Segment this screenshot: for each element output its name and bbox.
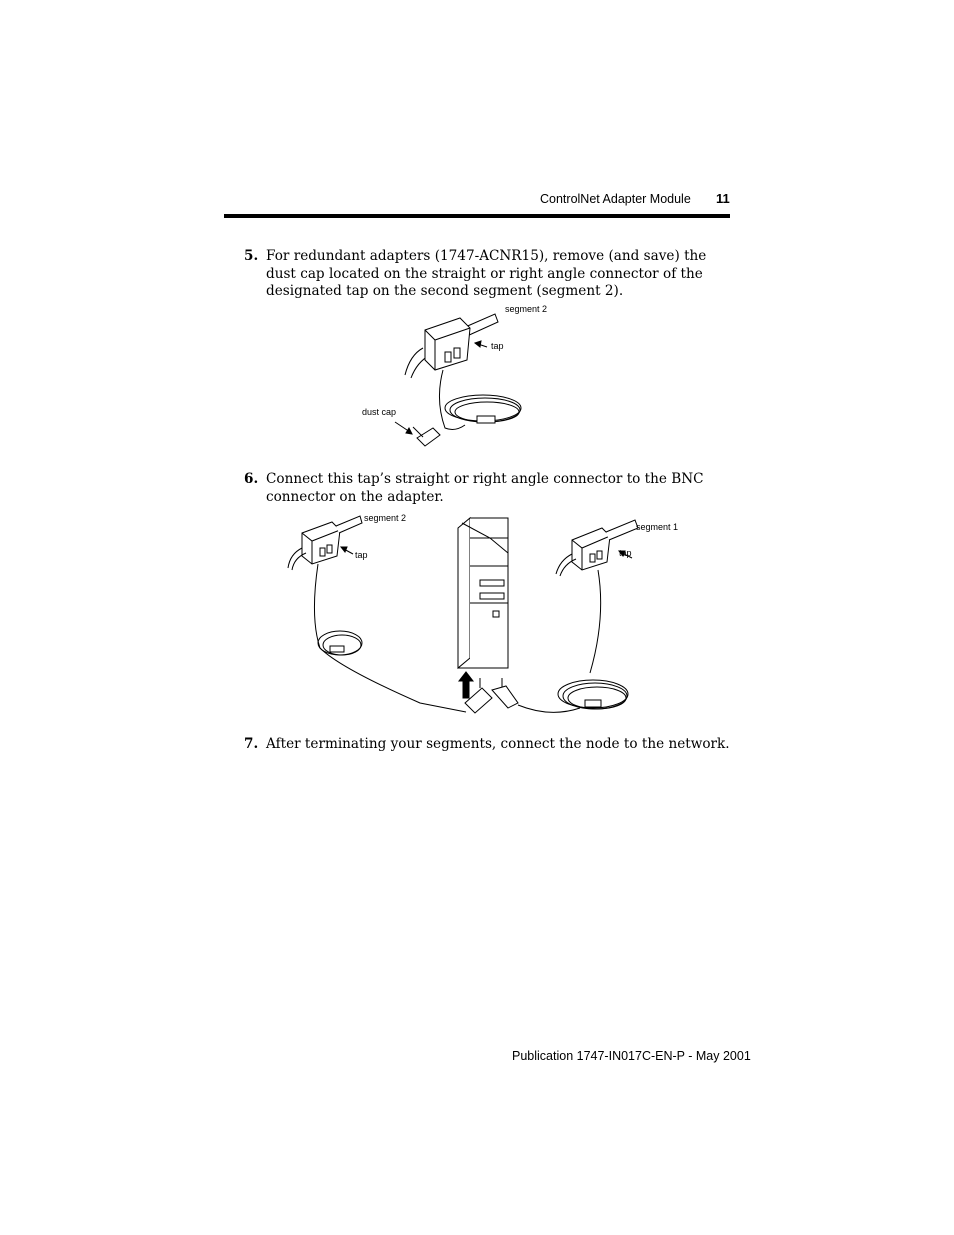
page-number: 11	[716, 191, 730, 206]
left-tap-label: tap	[355, 550, 368, 560]
step-number: 7.	[244, 736, 259, 752]
step-text: Connect this tap’s straight or right angle connector to the BNC connector on the adapter.	[266, 471, 704, 505]
step-text: For redundant adapters (1747-ACNR15), remove (and save) the dust cap located on the straight or right angle connector of the designated tap on the second segment (segment 2).	[266, 248, 707, 299]
step-number: 6.	[244, 471, 259, 487]
step-number: 5.	[244, 248, 259, 264]
redundant-connection-illustration	[280, 508, 700, 723]
step-text: After terminating your segments, connect the node to the network.	[266, 736, 730, 752]
header-title: ControlNet Adapter Module	[540, 192, 691, 206]
header-rule	[224, 214, 730, 218]
tap-label: tap	[491, 341, 504, 351]
figure-redundant-connection	[280, 508, 700, 723]
publication-footer: Publication 1747-IN017C-EN-P - May 2001	[512, 1049, 751, 1063]
step-7	[244, 736, 730, 754]
step-5	[244, 248, 730, 301]
segment-2-label: segment 2	[505, 304, 548, 314]
left-segment-2-label: segment 2	[364, 513, 407, 523]
dust-cap-label: dust cap	[362, 407, 397, 417]
right-segment-1-label: segment 1	[636, 522, 679, 532]
figure-tap-dust-cap	[355, 300, 555, 460]
step-6	[244, 471, 730, 506]
right-tap-label: tap	[619, 548, 632, 558]
tap-illustration	[355, 300, 555, 460]
